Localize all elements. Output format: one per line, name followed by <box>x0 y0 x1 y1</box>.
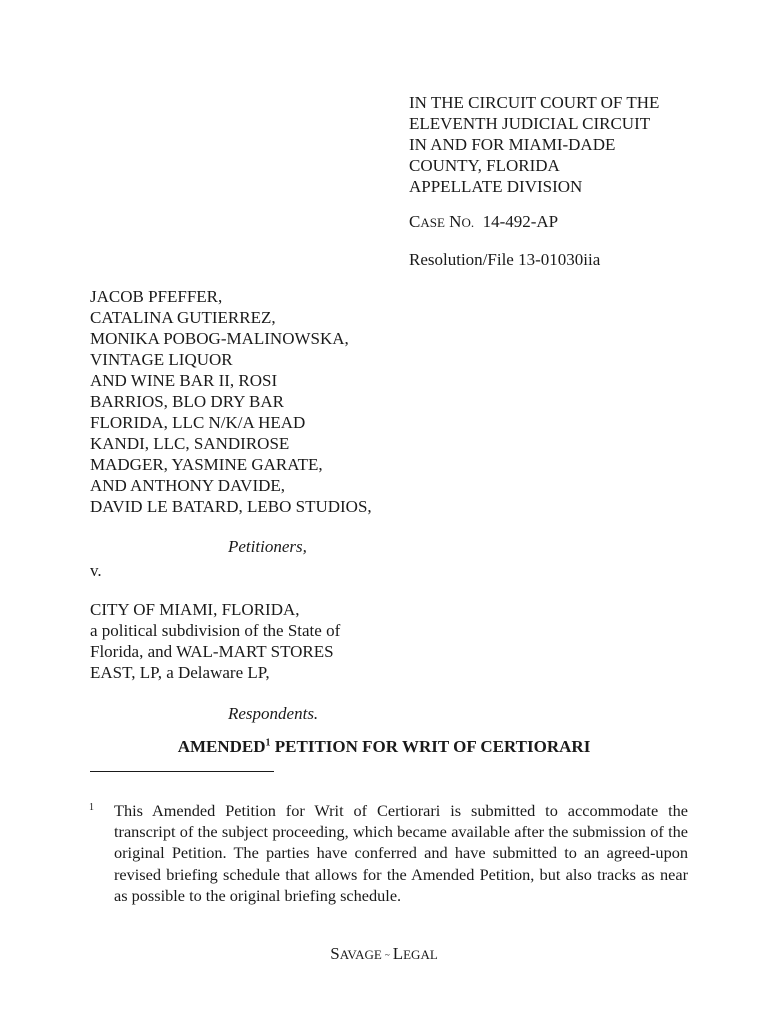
case-prefix-o: O. <box>461 215 475 230</box>
court-line: IN AND FOR MIAMI-DADE <box>409 135 616 154</box>
petitioner-line: MONIKA POBOG-MALINOWSKA, <box>90 329 349 348</box>
court-line: IN THE CIRCUIT COURT OF THE <box>409 93 660 112</box>
resolution-file: Resolution/File 13-01030iia <box>409 250 601 269</box>
title-footnote-ref: 1 <box>265 737 271 749</box>
footer-separator: ~ <box>384 950 390 961</box>
petitioner-line: FLORIDA, LLC N/K/A HEAD <box>90 413 306 432</box>
court-caption <box>409 92 659 197</box>
petitioners-label: Petitioners, <box>228 537 307 556</box>
respondents-list <box>90 599 340 683</box>
footer-egal: EGAL <box>403 947 438 962</box>
petitioner-line: MADGER, YASMINE GARATE, <box>90 455 323 474</box>
case-number-value: 14-492-AP <box>482 212 559 231</box>
document-title <box>0 737 768 757</box>
court-line: APPELLATE DIVISION <box>409 177 583 196</box>
petitioner-line: DAVID LE BATARD, LEBO STUDIOS, <box>90 497 372 516</box>
title-amended: AMENDED <box>177 737 266 756</box>
court-line: ELEVENTH JUDICIAL CIRCUIT <box>409 114 651 133</box>
respondent-line: CITY OF MIAMI, FLORIDA, <box>90 600 300 619</box>
case-prefix-c: C <box>409 212 421 231</box>
footer-avage: AVAGE <box>339 947 382 962</box>
petitioner-line: AND ANTHONY DAVIDE, <box>90 476 286 495</box>
petitioner-line: KANDI, LLC, SANDIROSE <box>90 434 290 453</box>
footer-l: L <box>392 944 404 963</box>
respondent-line: Florida, and WAL-MART STORES <box>90 642 334 661</box>
respondents-label: Respondents. <box>228 704 319 723</box>
footnote-separator <box>90 771 274 772</box>
petitioners-list <box>90 286 372 517</box>
case-prefix-ase: ASE <box>420 215 445 230</box>
petitioner-line: JACOB PFEFFER, <box>90 287 223 306</box>
footer-s: S <box>330 944 340 963</box>
case-prefix-n: N <box>449 212 462 231</box>
footnote-text: This Amended Petition for Writ of Certiorari is submitted to accommodate the transcript of the subject proceeding, which became available after the submission of the original Petition. The parties have conferred and have submitted to an agreed-upon revised briefing schedule that allows for the Amended Petition, but also tracks as near as possible to the original briefing schedule. <box>114 801 688 905</box>
petitioner-line: VINTAGE LIQUOR <box>90 350 233 369</box>
footer-firm-name <box>0 944 768 964</box>
case-number <box>409 212 558 232</box>
petitioner-line: AND WINE BAR II, ROSI <box>90 371 278 390</box>
title-rest: PETITION FOR WRIT OF CERTIORARI <box>270 737 591 756</box>
versus-label: v. <box>90 561 102 580</box>
respondent-line: EAST, LP, a Delaware LP, <box>90 663 270 682</box>
respondent-line: a political subdivision of the State of <box>90 621 341 640</box>
petitioner-line: CATALINA GUTIERREZ, <box>90 308 276 327</box>
footnote-marker: 1 <box>89 802 94 813</box>
court-line: COUNTY, FLORIDA <box>409 156 560 175</box>
petitioner-line: BARRIOS, BLO DRY BAR <box>90 392 284 411</box>
